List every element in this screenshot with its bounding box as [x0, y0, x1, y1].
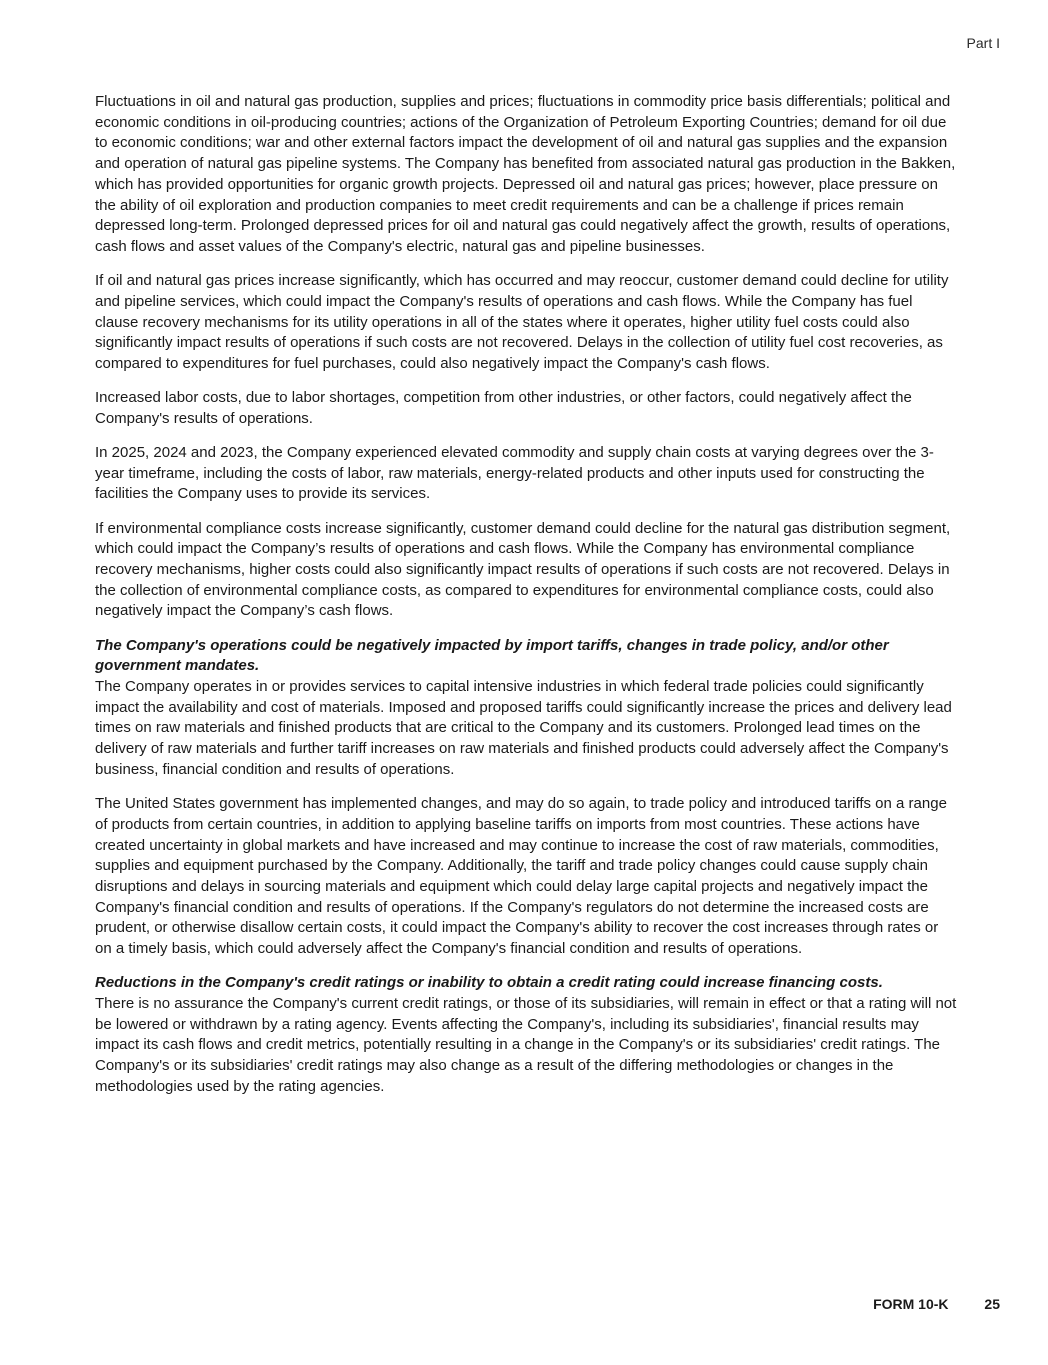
paragraph-credit-ratings: There is no assurance the Company's current credit ratings, or those of its subsidiaries, will remain in effect or that a rating will not be lowered or withdrawn by a rating agency. Events affecting the Company's, including its subsidiaries', financial results may impact its cash flows and credit metrics, potentially resulting in a change in the Company's or its subsidiaries' credit ratings. The Company's or its subsidiaries' credit ratings may also change as a result of the differing methodologies or changes in the methodologies used by the rating agencies.: [95, 994, 957, 1095]
paragraph-environmental-compliance: If environmental compliance costs increase significantly, customer demand could decline for the natural gas distribution segment, which could impact the Company’s results of operations and cash flows. While the Company has environmental compliance recovery mechanisms, higher costs could also significantly impact results of operations if such costs are not recovered. Delays in the collection of environmental compliance costs, as compared to expenditures for environmental compliance costs, could also negatively impact the Company’s cash flows.: [95, 519, 951, 620]
paragraph-supply-chain-costs: In 2025, 2024 and 2023, the Company experienced elevated commodity and supply chain costs at varying degrees over the 3-year timeframe, including the costs of labor, raw materials, energy-related products and other inputs used for constructing the facilities the Company uses to provide its services.: [95, 444, 934, 503]
paragraph-trade-policies: The Company operates in or provides services to capital intensive industries in which federal trade policies could significantly impact the availability and cost of materials. Imposed and proposed tariffs could significantly increase the prices and delivery lead times on raw materials and finished products that are critical to the Company and its customers. Prolonged lead times on the delivery of raw materials and further tariff increases on raw materials and finished products could adversely affect the Company's business, financial condition and results of operations.: [95, 678, 952, 778]
form-label: FORM 10-K: [873, 1296, 949, 1312]
part-label: Part I: [966, 35, 1000, 51]
paragraph-oil-gas-fluctuations: Fluctuations in oil and natural gas production, supplies and prices; fluctuations in commodity price basis differentials; political and economic conditions in oil-producing countries; actions of the Organization of Petroleum Exporting Countries; demand for oil due to economic conditions; war and other external factors impact the development of oil and natural gas supplies and the expansion and operation of natural gas pipeline systems. The Company has benefited from associated natural gas production in the Bakken, which has provided opportunities for organic growth projects. Depressed oil and natural gas prices; however, place pressure on the ability of oil exploration and production companies to meet credit requirements and can be a challenge if prices remain depressed long-term. Prolonged depressed prices for oil and natural gas could negatively affect the growth, results of operations, cash flows and asset values of the Company's electric, natural gas and pipeline businesses.: [95, 93, 956, 255]
section-heading-tariffs: The Company's operations could be negatively impacted by import tariffs, changes in trade policy, and/or other government mandates.: [95, 636, 889, 675]
paragraph-labor-costs: Increased labor costs, due to labor shortages, competition from other industries, or other factors, could negatively affect the Company's results of operations.: [95, 389, 912, 427]
paragraph-tariff-changes: The United States government has implemented changes, and may do so again, to trade policy and introduced tariffs on a range of products from certain countries, in addition to applying baseline tariffs on imports from most countries. These actions have created uncertainty in global markets and have increased and may continue to increase the cost of raw materials, commodities, supplies and equipment purchased by the Company. Additionally, the tariff and trade policy changes could cause supply chain disruptions and delays in sourcing materials and equipment which could delay large capital projects and negatively impact the Company's financial condition and results of operations. If the Company's regulators do not determine the increased costs are prudent, or otherwise disallow certain costs, it could impact the Company's ability to recover the cost increases through rates or on a timely basis, which could adversely affect the Company's financial condition and results of operations.: [95, 795, 947, 958]
page-number: 25: [984, 1296, 1000, 1312]
document-body: [95, 92, 957, 1111]
paragraph-price-increase: If oil and natural gas prices increase significantly, which has occurred and may reoccur, customer demand could decline for utility and pipeline services, which could impact the Company's results of operations and cash flows. While the Company has fuel clause recovery mechanisms for its utility operations in all of the states where it operates, higher utility fuel costs could also significantly impact results of operations if such costs are not recovered. Delays in the collection of utility fuel cost recoveries, as compared to expenditures for fuel purchases, could also negatively impact the Company's cash flows.: [95, 272, 949, 372]
page-footer: [873, 1296, 1000, 1312]
section-heading-credit-ratings: Reductions in the Company's credit ratings or inability to obtain a credit rating could increase financing costs.: [95, 974, 883, 992]
